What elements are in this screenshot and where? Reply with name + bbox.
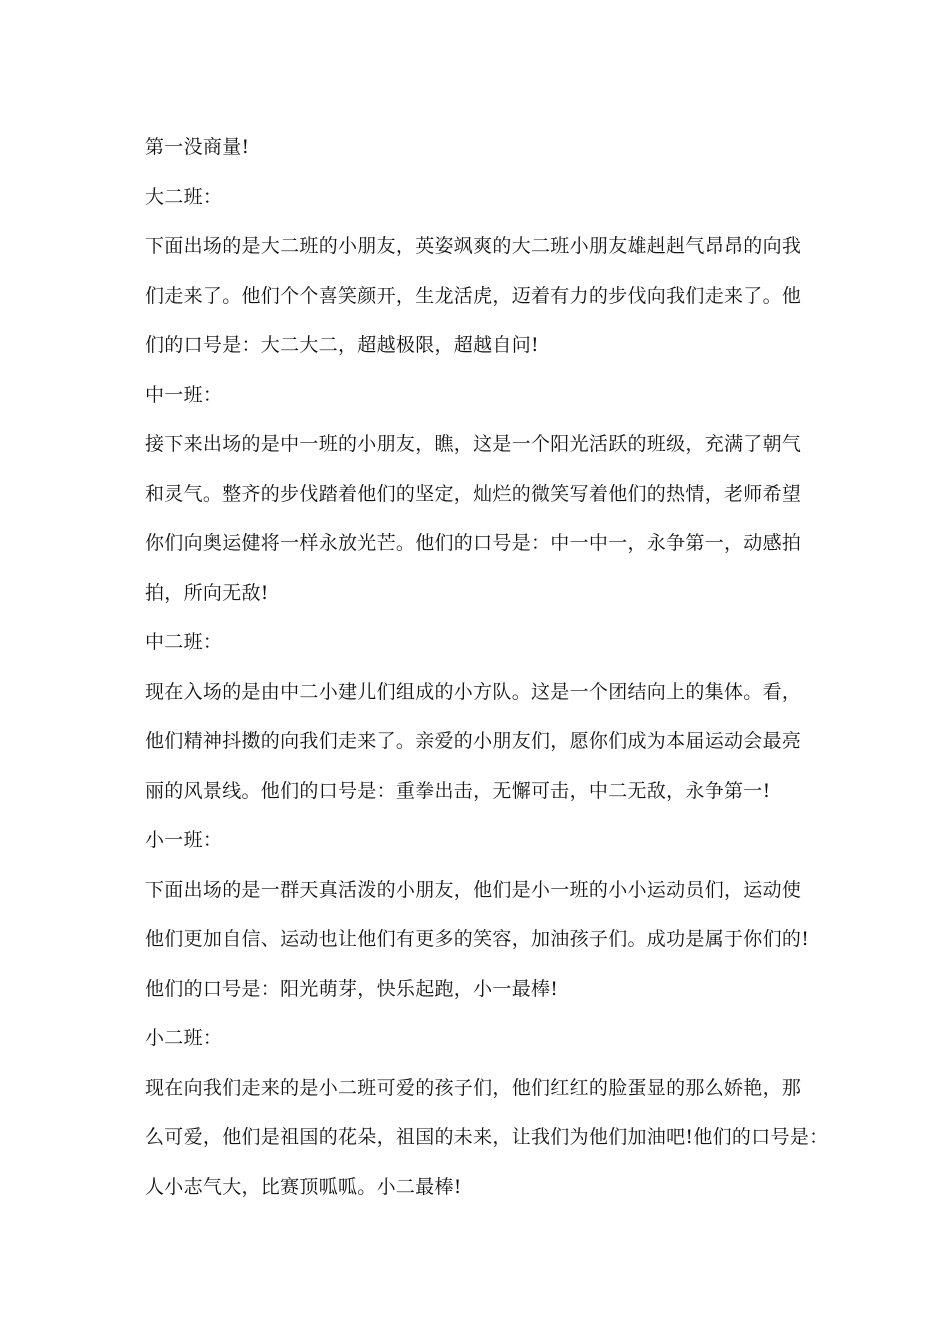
class-heading-da-er: 大二班： [145, 185, 223, 208]
paragraph-line: 现在向我们走来的是小二班可爱的孩子们，他们红红的脸蛋显的那么娇艳，那 [145, 1076, 802, 1099]
paragraph-line: 现在入场的是由中二小建儿们组成的小方队。这是一个团结向上的集体。看， [145, 680, 802, 703]
text-line-closing: 第一没商量! [145, 136, 250, 158]
paragraph-line: 人小志气大，比赛顶呱呱。小二最棒! [145, 1175, 462, 1198]
class-heading-xiao-er: 小二班： [145, 1027, 223, 1049]
paragraph-line: 们走来了。他们个个喜笑颜开，生龙活虎，迈着有力的步伐向我们走来了。他 [145, 284, 802, 307]
class-heading-zhong-er: 中二班： [145, 631, 223, 653]
paragraph-line: 拍，所向无敌! [145, 581, 269, 604]
class-heading-xiao-yi: 小一班： [145, 829, 223, 851]
paragraph-line: 他们精神抖擞的向我们走来了。亲爱的小朋友们，愿你们成为本届运动会最亮 [145, 730, 802, 752]
paragraph-line: 下面出场的是一群天真活泼的小朋友，他们是小一班的小小运动员们，运动使 [145, 878, 802, 901]
paragraph-line: 他们更加自信、运动也让他们有更多的笑容，加油孩子们。成功是属于你们的! [145, 928, 810, 950]
paragraph-line: 么可爱，他们是祖国的花朵，祖国的未来，让我们为他们加油吧!他们的口号是： [145, 1126, 829, 1148]
paragraph-line: 丽的风景线。他们的口号是：重拳出击，无懈可击，中二无敌，永争第一! [145, 779, 771, 802]
paragraph-line: 们的口号是：大二大二，超越极限，超越自问! [145, 334, 539, 356]
class-heading-zhong-yi: 中一班： [145, 383, 223, 406]
paragraph-line: 和灵气。整齐的步伐踏着他们的坚定，灿烂的微笑写着他们的热情，老师希望 [145, 482, 802, 505]
paragraph-line: 你们向奥运健将一样永放光芒。他们的口号是：中一中一，永争第一，动感拍 [145, 532, 802, 554]
paragraph-line: 下面出场的是大二班的小朋友，英姿飒爽的大二班小朋友雄赳赳气昂昂的向我 [145, 235, 802, 257]
paragraph-line: 他们的口号是：阳光萌芽，快乐起跑，小一最棒! [145, 977, 559, 1000]
paragraph-line: 接下来出场的是中一班的小朋友，瞧，这是一个阳光活跃的班级，充满了朝气 [145, 433, 802, 455]
document-body [145, 123, 829, 1212]
